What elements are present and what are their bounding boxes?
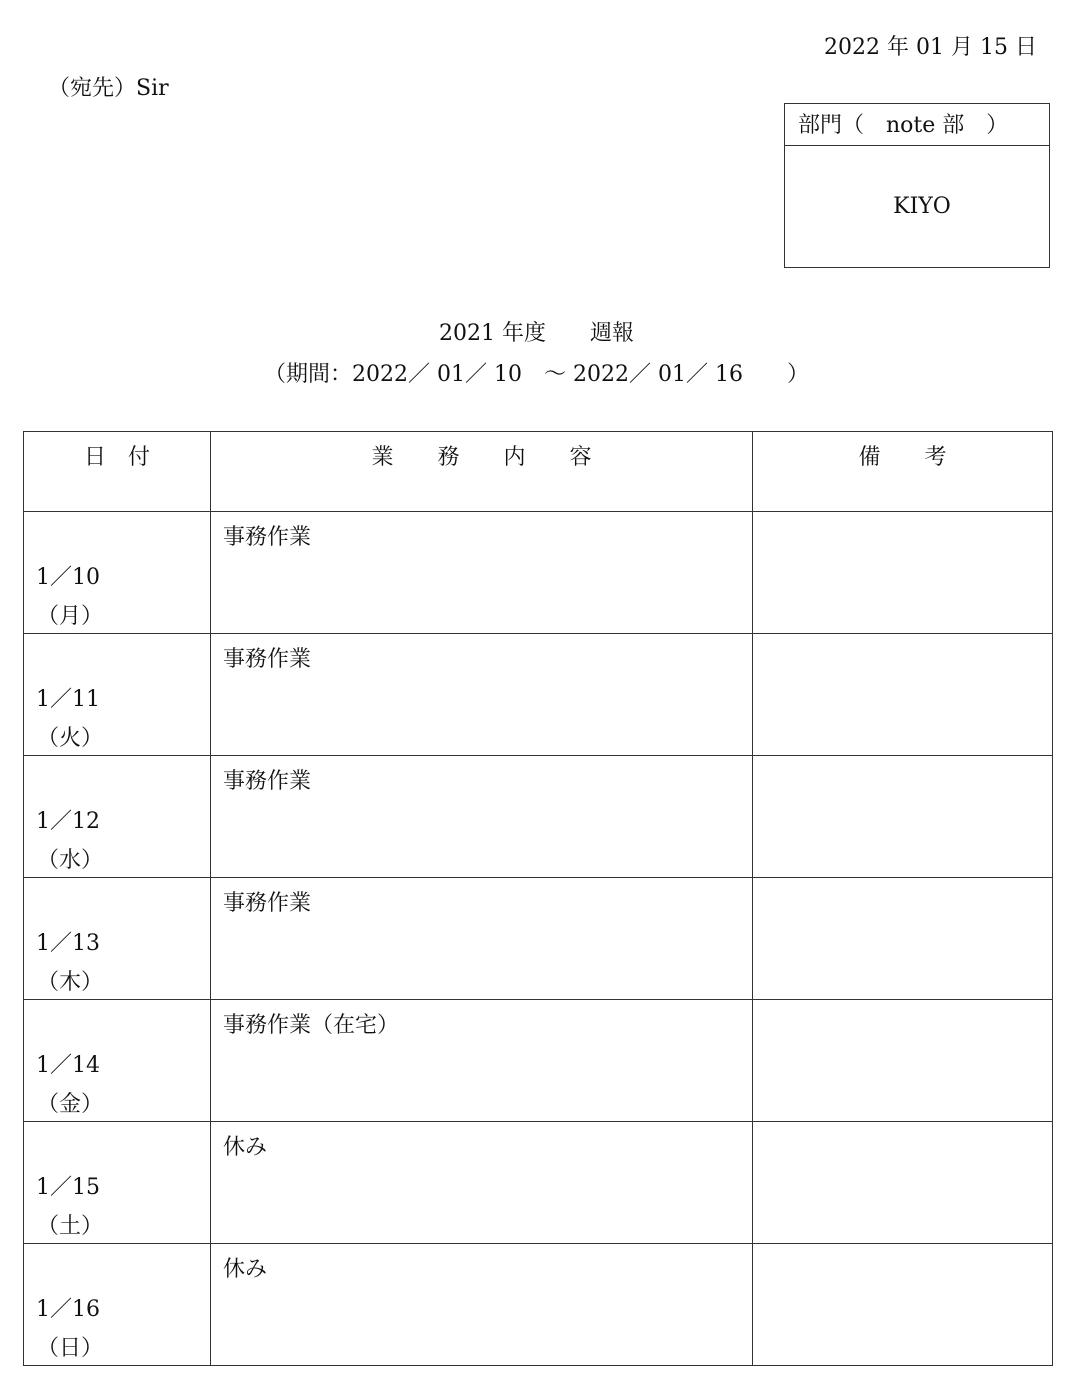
row-date: 1／10 <box>36 565 100 590</box>
note-cell <box>753 756 1053 878</box>
row-date: 1／11 <box>36 687 100 712</box>
table-row <box>24 878 1053 1000</box>
row-weekday: （土） <box>37 1214 104 1239</box>
row-date: 1／16 <box>36 1297 100 1322</box>
table-row <box>24 1122 1053 1244</box>
report-title: 2021 年度 週報 <box>439 321 634 346</box>
row-weekday: （水） <box>37 848 104 873</box>
note-cell <box>753 1122 1053 1244</box>
work-cell: 事務作業 <box>211 878 753 1000</box>
note-cell <box>753 1244 1053 1366</box>
department-label: 部門（ note 部 ） <box>785 104 1049 146</box>
note-cell <box>753 1000 1053 1122</box>
row-date: 1／15 <box>36 1175 100 1200</box>
row-date: 1／14 <box>36 1053 100 1078</box>
table-row <box>24 512 1053 634</box>
department-box <box>784 103 1050 268</box>
note-cell <box>753 634 1053 756</box>
work-cell: 休み <box>211 1122 753 1244</box>
date-cell <box>24 878 211 1000</box>
person-name: KIYO <box>893 194 951 219</box>
work-cell: 休み <box>211 1244 753 1366</box>
date-cell <box>24 634 211 756</box>
work-cell: 事務作業 <box>211 634 753 756</box>
date-cell <box>24 1122 211 1244</box>
row-date: 1／12 <box>36 809 100 834</box>
table-row <box>24 1244 1053 1366</box>
weekly-report-table <box>23 431 1053 1366</box>
date-cell <box>24 1000 211 1122</box>
header-date: 日 付 <box>24 432 211 512</box>
addressee: （宛先）Sir <box>48 76 169 101</box>
row-date: 1／13 <box>36 931 100 956</box>
note-cell <box>753 512 1053 634</box>
header-work: 業 務 内 容 <box>211 432 753 512</box>
row-weekday: （日） <box>37 1336 104 1361</box>
report-date: 2022 年 01 月 15 日 <box>824 35 1037 60</box>
date-cell <box>24 756 211 878</box>
table-header-row <box>24 432 1053 512</box>
note-cell <box>753 878 1053 1000</box>
row-weekday: （月） <box>37 604 104 629</box>
table-row <box>24 756 1053 878</box>
report-period: （期間：2022／ 01／ 10 ～ 2022／ 01／ 16 ） <box>264 362 809 387</box>
row-weekday: （金） <box>37 1092 104 1117</box>
table-row <box>24 1000 1053 1122</box>
table-row <box>24 634 1053 756</box>
work-cell: 事務作業 <box>211 512 753 634</box>
row-weekday: （火） <box>37 726 104 751</box>
date-cell <box>24 1244 211 1366</box>
header-note: 備 考 <box>753 432 1053 512</box>
row-weekday: （木） <box>37 970 104 995</box>
work-cell: 事務作業（在宅） <box>211 1000 753 1122</box>
work-cell: 事務作業 <box>211 756 753 878</box>
date-cell <box>24 512 211 634</box>
